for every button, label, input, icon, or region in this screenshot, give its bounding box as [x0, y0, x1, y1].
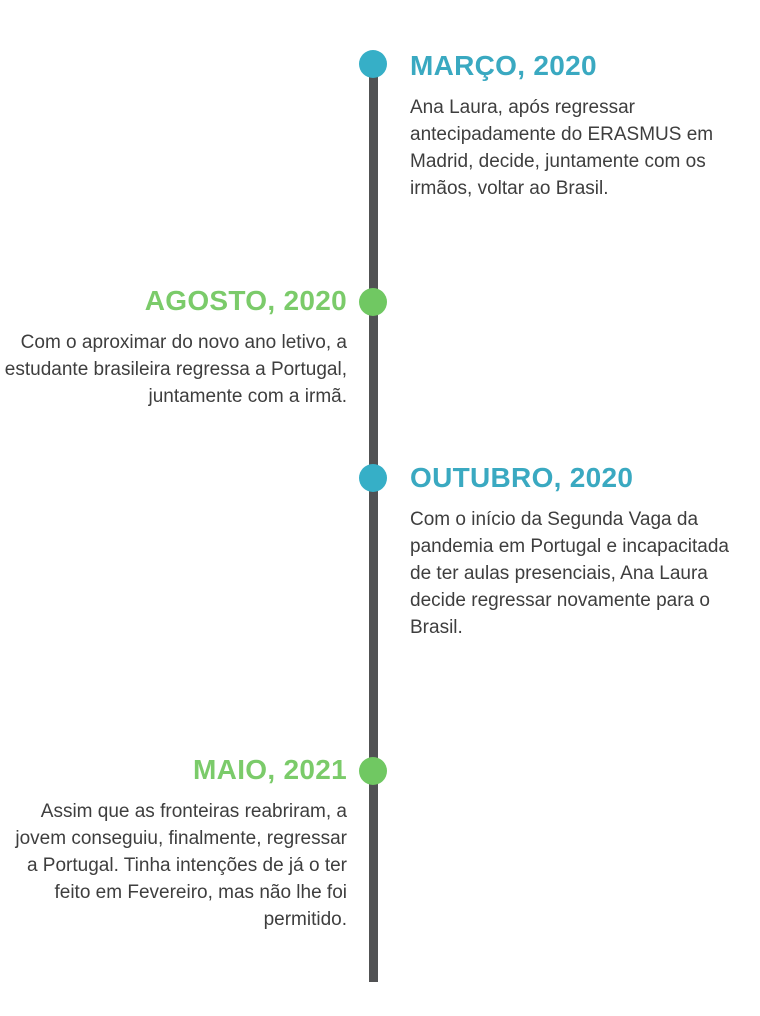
event-description: Com o início da Segunda Vaga da pandemia em Portugal e incapacitada de ter aulas presenciais, Ana Laura decide regressar novamente para o Brasil.: [410, 509, 729, 638]
event-title: MAIO, 2021: [193, 754, 347, 785]
event-description: Ana Laura, após regressar antecipadamente do ERASMUS em Madrid, decide, juntamente com os irmãos, voltar ao Brasil.: [410, 97, 714, 199]
timeline-event-agosto-2020: [3, 284, 347, 410]
timeline-event-marco-2020: [410, 49, 748, 202]
event-description: Com o aproximar do novo ano letivo, a estudante brasileira regressa a Portugal, juntamente com a irmã.: [4, 332, 347, 407]
timeline-dot-agosto-2020: [359, 288, 387, 316]
event-description: Assim que as fronteiras reabriram, a jovem conseguiu, finalmente, regressar a Portugal. Tinha intenções de já o ter feito em Fevereiro, mas não lhe foi permitido.: [15, 801, 347, 930]
timeline-line: [369, 64, 378, 982]
event-title: MARÇO, 2020: [410, 50, 597, 81]
timeline-dot-maio-2021: [359, 757, 387, 785]
timeline-dot-outubro-2020: [359, 464, 387, 492]
timeline-event-maio-2021: [3, 753, 347, 933]
timeline-dot-marco-2020: [359, 50, 387, 78]
event-title: OUTUBRO, 2020: [410, 462, 634, 493]
event-title: AGOSTO, 2020: [144, 285, 347, 316]
timeline-event-outubro-2020: [410, 461, 748, 641]
